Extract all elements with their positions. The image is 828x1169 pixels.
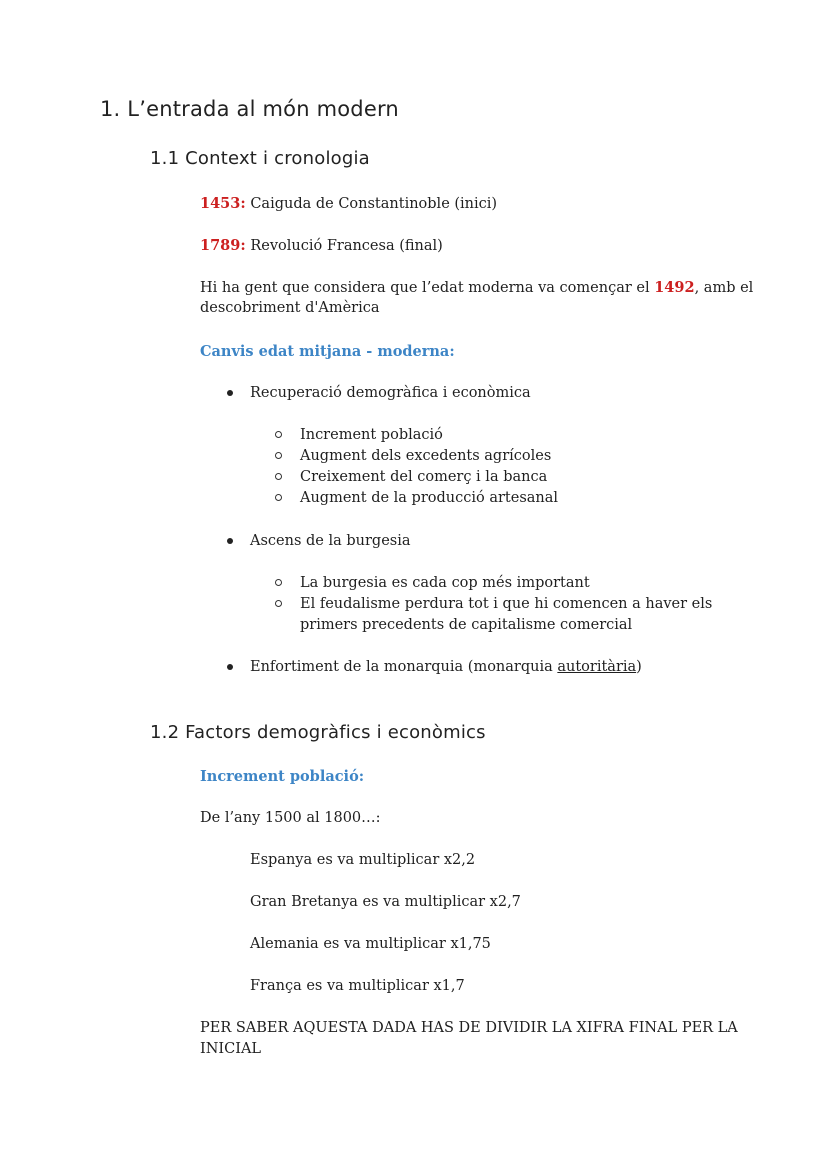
bullet-3 [250,657,642,678]
note-text-after: , amb el [694,280,754,296]
sub-bullet-ring [275,452,282,459]
country-item: França es va multiplicar x1,7 [250,978,465,994]
sub-item: El feudalisme perdura tot i que hi comencen a haver els [300,596,713,612]
note-line-2: descobriment d'Amèrica [200,300,380,316]
sub-bullet-ring [275,494,282,501]
bullet-3-close: ) [636,659,642,675]
method-note-line-1: PER SABER AQUESTA DADA HAS DE DIVIDIR LA XIFRA FINAL PER LA [200,1020,738,1036]
date-end-year: 1789: [200,237,246,254]
sub-item-continued: primers precedents de capitalisme comercial [300,617,633,633]
changes-title: Canvis edat mitjana - moderna: [200,343,455,360]
sub-item: Creixement del comerç i la banca [300,469,548,485]
date-end [200,235,443,257]
date-start [200,193,497,215]
country-item: Alemania es va multiplicar x1,75 [250,936,491,952]
bullet-dot [227,538,233,544]
page-title: 1. L’entrada al món modern [100,97,399,121]
bullet-dot [227,664,233,670]
sub-item: La burgesia es cada cop més important [300,575,590,591]
note-line-1 [200,277,753,299]
sub-bullet-ring [275,600,282,607]
population-subtitle: Increment població: [200,768,365,785]
method-note-line-2: INICIAL [200,1041,262,1057]
sub-item: Augment de la producció artesanal [300,490,559,506]
sub-bullet-ring [275,431,282,438]
date-start-text: Caiguda de Constantinoble (inici) [245,196,498,212]
bullet-3-underlined: autoritària [557,659,637,675]
country-item: Espanya es va multiplicar x2,2 [250,852,476,868]
note-text-before: Hi ha gent que considera que l’edat moderna va començar el [200,280,655,296]
sub-item: Augment dels excedents agrícoles [300,448,552,464]
sub-bullet-ring [275,473,282,480]
period-intro: De l’any 1500 al 1800…: [200,810,381,826]
bullet-2: Ascens de la burgesia [250,533,411,549]
country-item: Gran Bretanya es va multiplicar x2,7 [250,894,521,910]
sub-item: Increment població [300,427,443,443]
sub-bullet-ring [275,579,282,586]
bullet-dot [227,390,233,396]
bullet-3-text: Enfortiment de la monarquia (monarquia [250,659,558,675]
bullet-1: Recuperació demogràfica i econòmica [250,385,531,401]
section-1-2-title: 1.2 Factors demogràfics i econòmics [150,722,486,743]
date-start-year: 1453: [200,195,246,212]
note-year: 1492 [654,279,695,296]
section-1-1-title: 1.1 Context i cronologia [150,148,370,169]
date-end-text: Revolució Francesa (final) [245,238,443,254]
